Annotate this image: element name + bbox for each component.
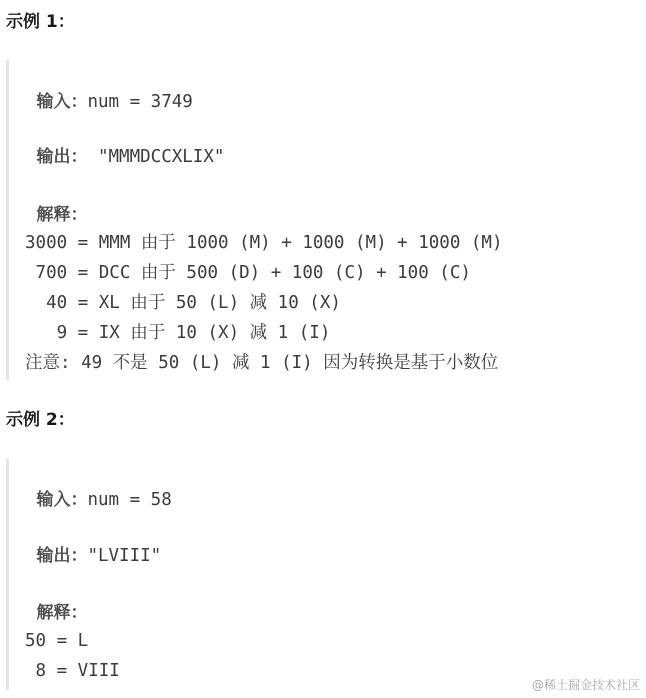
example-1-output-line [25, 121, 224, 169]
output-label: 输出： [36, 147, 88, 167]
input-label: 输入： [36, 490, 88, 510]
example-2-block [6, 458, 9, 690]
example-1-block [6, 60, 9, 380]
watermark: @稀土掘金技术社区 [531, 678, 640, 692]
example-1-note-text: 注意: 49 不是 50 (L) 减 1 (I) 因为转换是基于小数位 [25, 353, 499, 373]
example-1-explain-line [25, 179, 87, 227]
output-label: 输出： [36, 546, 88, 566]
example-2-explain-line [25, 577, 87, 625]
example-2-output-line [25, 520, 161, 568]
explain-label: 解释： [36, 205, 88, 225]
output-value: "LVIII" [87, 546, 162, 566]
example-2-explain-text: 50 = L [25, 631, 89, 651]
example-2-heading: 示例 2： [6, 410, 75, 430]
example-1-heading: 示例 1： [6, 12, 75, 32]
example-2-explain-text: 8 = VIII [25, 661, 120, 681]
input-value: num = 3749 [87, 92, 193, 112]
example-2-input-line [25, 464, 172, 512]
input-label: 输入： [36, 92, 88, 112]
example-1-explain-text: 3000 = MMM 由于 1000 (M) + 1000 (M) + 1000 (M) [25, 233, 503, 253]
input-value: num = 58 [87, 490, 172, 510]
example-1-explain-text: 40 = XL 由于 50 (L) 减 10 (X) [25, 293, 341, 313]
example-1-input-line [25, 66, 193, 114]
output-value: "MMMDCCXLIX" [87, 147, 225, 167]
example-1-explain-text: 700 = DCC 由于 500 (D) + 100 (C) + 100 (C) [25, 263, 471, 283]
explain-label: 解释： [36, 603, 88, 623]
example-1-explain-text: 9 = IX 由于 10 (X) 减 1 (I) [25, 323, 331, 343]
